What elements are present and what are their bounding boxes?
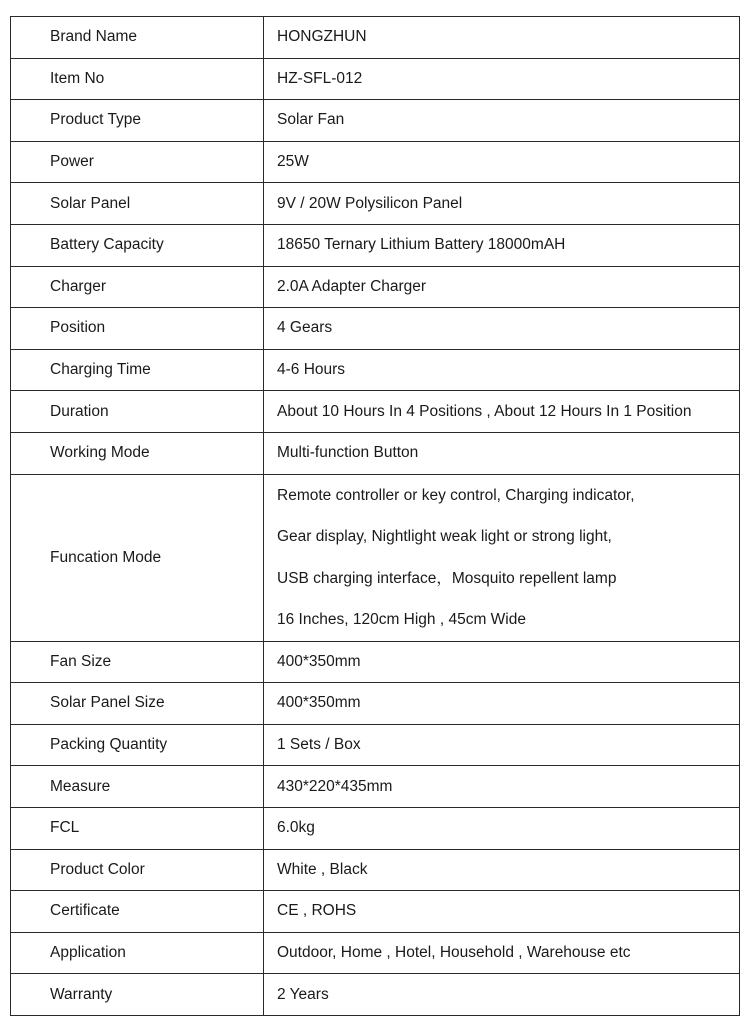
row-value: 6.0kg: [264, 807, 740, 849]
row-label: Item No: [11, 58, 264, 100]
table-row: [11, 266, 740, 308]
row-value: 4-6 Hours: [264, 349, 740, 391]
table-row: [11, 141, 740, 183]
row-label: Charging Time: [11, 349, 264, 391]
table-row: [11, 58, 740, 100]
table-row: [11, 474, 740, 641]
table-row: [11, 766, 740, 808]
row-label: Certificate: [11, 891, 264, 933]
row-label: FCL: [11, 807, 264, 849]
row-value: Multi-function Button: [264, 432, 740, 474]
row-label: Position: [11, 308, 264, 350]
value-line: USB charging interface，Mosquito repellent lamp: [277, 569, 617, 587]
row-value: 18650 Ternary Lithium Battery 18000mAH: [264, 224, 740, 266]
row-value: CE , ROHS: [264, 891, 740, 933]
row-value-multiline: [264, 474, 740, 641]
table-row: [11, 183, 740, 225]
table-row: [11, 308, 740, 350]
row-value: Outdoor, Home , Hotel, Household , Warehouse etc: [264, 932, 740, 974]
row-value: 2.0A Adapter Charger: [264, 266, 740, 308]
table-row: [11, 641, 740, 683]
row-label: Measure: [11, 766, 264, 808]
row-label: Product Color: [11, 849, 264, 891]
row-value: 430*220*435mm: [264, 766, 740, 808]
table-row: [11, 807, 740, 849]
value-line: 16 Inches, 120cm High , 45cm Wide: [277, 611, 526, 629]
row-label: Brand Name: [11, 17, 264, 59]
row-label: Funcation Mode: [11, 474, 264, 641]
row-value: 400*350mm: [264, 683, 740, 725]
table-row: [11, 432, 740, 474]
row-label: Battery Capacity: [11, 224, 264, 266]
table-row: [11, 724, 740, 766]
row-label: Solar Panel Size: [11, 683, 264, 725]
table-row: [11, 849, 740, 891]
row-value: 1 Sets / Box: [264, 724, 740, 766]
row-label: Warranty: [11, 974, 264, 1016]
row-value: HONGZHUN: [264, 17, 740, 59]
spec-table: [10, 16, 740, 1016]
row-value: 400*350mm: [264, 641, 740, 683]
table-row: [11, 683, 740, 725]
table-row: [11, 224, 740, 266]
value-line: Remote controller or key control, Charging indicator,: [277, 486, 635, 504]
value-line: Gear display, Nightlight weak light or strong light,: [277, 528, 612, 546]
row-label: Working Mode: [11, 432, 264, 474]
row-value: 9V / 20W Polysilicon Panel: [264, 183, 740, 225]
row-value: 25W: [264, 141, 740, 183]
row-label: Application: [11, 932, 264, 974]
row-value: White , Black: [264, 849, 740, 891]
table-row: [11, 891, 740, 933]
table-row: [11, 932, 740, 974]
table-row: [11, 349, 740, 391]
table-row: [11, 17, 740, 59]
row-label: Power: [11, 141, 264, 183]
row-value: 4 Gears: [264, 308, 740, 350]
row-label: Packing Quantity: [11, 724, 264, 766]
row-label: Charger: [11, 266, 264, 308]
row-label: Fan Size: [11, 641, 264, 683]
row-value: About 10 Hours In 4 Positions , About 12 Hours In 1 Position: [264, 391, 740, 433]
row-label: Duration: [11, 391, 264, 433]
row-label: Solar Panel: [11, 183, 264, 225]
row-label: Product Type: [11, 100, 264, 142]
table-row: [11, 391, 740, 433]
row-value: HZ-SFL-012: [264, 58, 740, 100]
row-value: Solar Fan: [264, 100, 740, 142]
row-value: 2 Years: [264, 974, 740, 1016]
table-row: [11, 974, 740, 1016]
table-row: [11, 100, 740, 142]
